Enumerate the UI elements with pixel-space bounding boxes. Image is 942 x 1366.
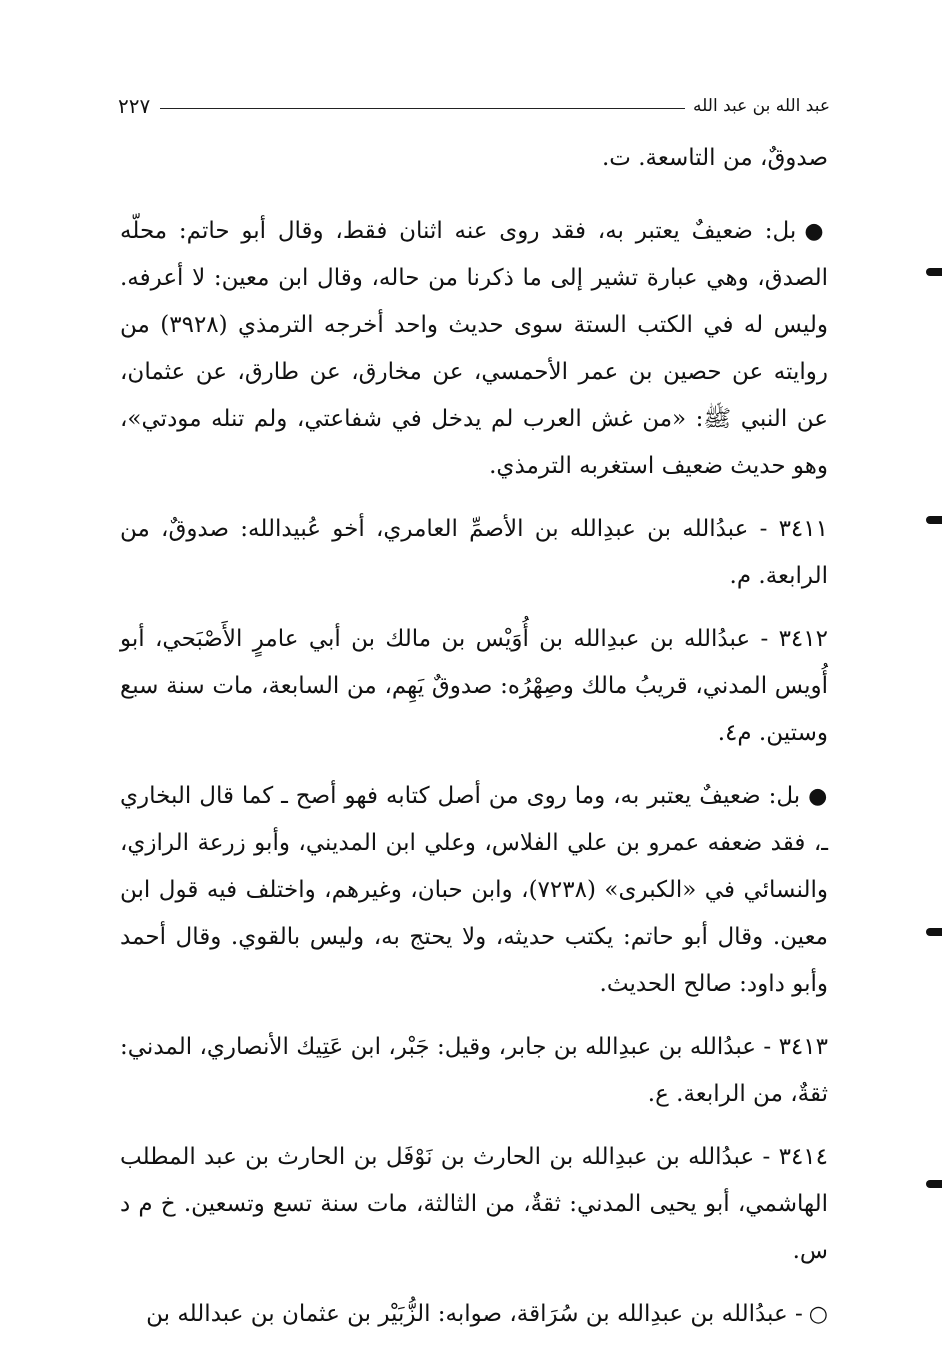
commentary-block: ●بل: ضعيفٌ يعتبر به، فقد روى عنه اثنان فقط، وقال أبو حاتم: محلّه الصدق، وهي عبارة تشير إلى ما ذكرنا من حاله، وقال ابن معين: لا أعرفه. وليس له في الكتب الستة سوى حديث واحد أخرجه الترمذي (٣٩٢٨) من روايته عن حصين بن عمر الأحمسي، عن مخارق، عن طارق، عن عثمان، عن النبي ﷺ: «من غش العرب لم يدخل في شفاعتي، ولم تنله مودتي»، وهو حديث ضعيف استغربه الترمذي. xyxy=(120,218,828,479)
entry-continuation: صدوقٌ، من التاسعة. ت. xyxy=(601,145,828,171)
page-edge-mark xyxy=(926,516,942,524)
page-number: ٢٢٧ xyxy=(118,94,151,118)
entry-3413: ٣٤١٣ - عبدُالله بن عبدِالله بن جابر، وقيل: جَبْر، ابن عَتِيك الأنصاري، المدني: ثقةٌ، من الرابعة. ع. xyxy=(120,1034,828,1107)
header-rule xyxy=(160,108,685,109)
running-title: عبد الله بن عبد الله xyxy=(693,96,830,116)
bullet-icon: ● xyxy=(808,784,828,809)
page-edge-mark xyxy=(926,928,942,936)
page-edge-mark xyxy=(926,1180,942,1188)
commentary-block: ●بل: ضعيفٌ يعتبر به، وما روى من أصل كتابه فهو أصح ـ كما قال البخاري ـ، فقد ضعفه عمرو بن علي الفلاس، وعلي ابن المديني، وأبو زرعة الرازي، والنسائي في «الكبرى» (٧٢٣٨)، وابن حبان، وغيرهم، واختلف فيه قول ابن معين. وقال أبو حاتم: يكتب حديثه، ولا يحتج به، وليس بالقوي. وقال أحمد وأبو داود: صالح الحديث. xyxy=(120,783,828,997)
bullet-icon: ● xyxy=(804,219,828,244)
entry-number: ٣٤١٤ xyxy=(778,1144,829,1170)
entry-number: ٣٤١٢ xyxy=(778,626,828,652)
entry-3412: ٣٤١٢ - عبدُالله بن عبدِالله بن أُوَيْس بن مالك بن أبي عامرٍ الأَصْبَحي، أبو أُويس المدني، قريبُ مالك وصِهْرُه: صدوقٌ يَهِم، من السابعة، مات سنة سبع وستين. م٤. xyxy=(120,626,828,746)
page-edge-mark xyxy=(926,268,942,276)
page-header xyxy=(118,92,830,120)
page-body xyxy=(120,135,828,1354)
cross-reference-entry: ○- عبدُالله بن عبدِالله بن سُرَاقة، صوابه: الزُّبَيْر بن عثمان بن عبدالله بن xyxy=(146,1301,828,1327)
circle-icon: ○ xyxy=(808,1302,828,1327)
entry-number: ٣٤١١ xyxy=(778,516,828,542)
entry-number: ٣٤١٣ xyxy=(778,1034,828,1060)
entry-3411: ٣٤١١ - عبدُالله بن عبدِالله بن الأصمِّ العامري، أخو عُبيدالله: صدوقٌ، من الرابعة. م. xyxy=(120,516,828,589)
entry-3414: ٣٤١٤ - عبدُالله بن عبدِالله بن الحارث بن نَوْفَل بن الحارث بن عبد المطلب الهاشمي، أبو يحيى المدني: ثقةٌ، من الثالثة، مات سنة تسع وتسعين. خ م د س. xyxy=(120,1144,829,1264)
